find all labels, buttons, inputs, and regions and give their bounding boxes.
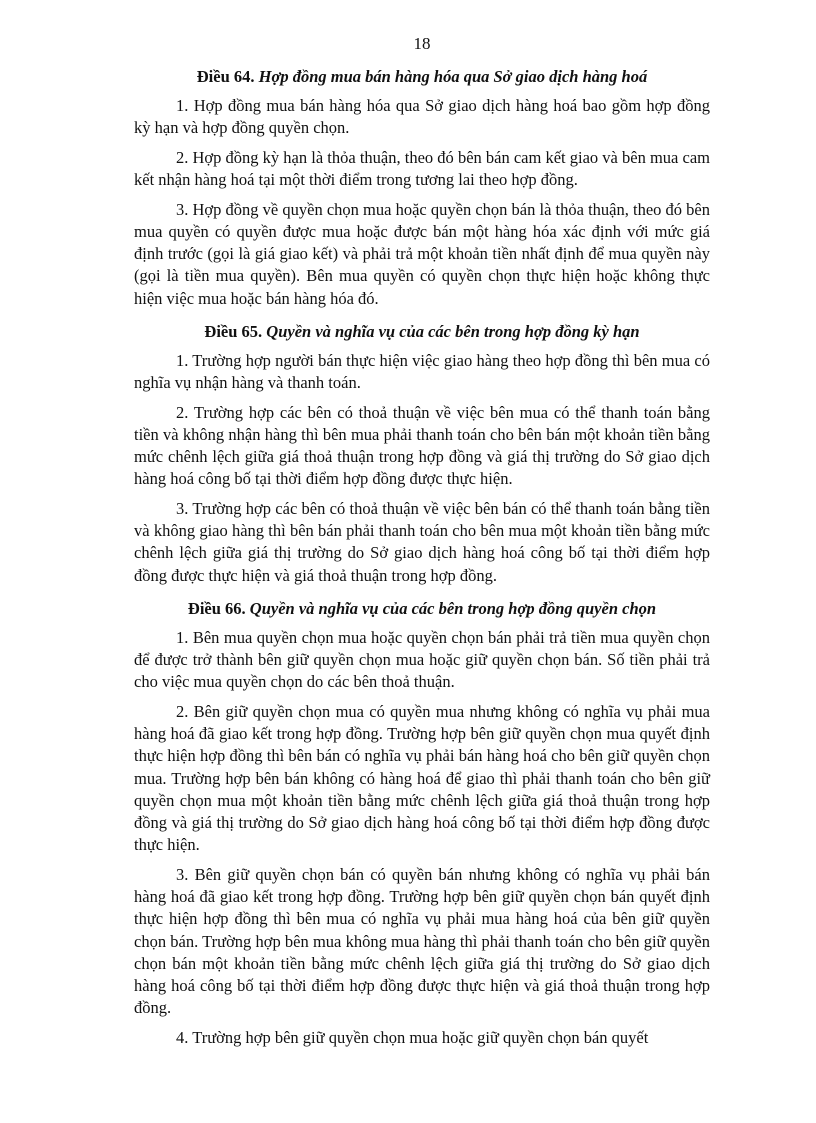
article-heading [134,321,710,343]
document-page [134,34,710,1057]
article-paragraph: 4. Trường hợp bên giữ quyền chọn mua hoặc giữ quyền chọn bán quyết [176,1027,649,1047]
page-number: 18 [413,34,431,53]
article-label: Điều 64. [196,67,255,86]
article-paragraph: 3. Trường hợp các bên có thoả thuận về việc bên bán có thể thanh toán bằng tiền và không giao hàng thì bên bán phải thanh toán cho bên mua một khoản tiền bằng mức chênh lệch giữa giá thị trường do Sở giao dịch hàng hoá công bố tại thời điểm hợp đồng được thực hiện và giá thoả thuận trong hợp đồng. [134,499,710,585]
article-64 [134,66,710,310]
article-heading [134,598,710,620]
article-paragraph: 3. Hợp đồng về quyền chọn mua hoặc quyền chọn bán là thỏa thuận, theo đó bên mua quyền có quyền được mua hoặc được bán một hàng hóa xác định với mức giá định trước (gọi là giá giao kết) và phải trả một khoản tiền nhất định để mua quyền này (gọi là tiền mua quyền). Bên mua quyền có quyền chọn thực hiện hoặc không thực hiện việc mua hoặc bán hàng hóa đó. [134,199,710,308]
article-title: Quyền và nghĩa vụ của các bên trong hợp đồng kỳ hạn [266,321,640,341]
article-label: Điều 65. [204,321,263,341]
article-paragraph: 1. Trường hợp người bán thực hiện việc giao hàng theo hợp đồng thì bên mua có nghĩa vụ nhận hàng và thanh toán. [134,350,710,393]
article-paragraph: 1. Hợp đồng mua bán hàng hóa qua Sở giao dịch hàng hoá bao gồm hợp đồng kỳ hạn và hợp đồng quyền chọn. [134,96,710,138]
article-label: Điều 66. [187,598,246,618]
article-paragraph: 2. Trường hợp các bên có thoả thuận về việc bên mua có thể thanh toán bằng tiền và không nhận hàng thì bên mua phải thanh toán cho bên bán một khoản tiền bằng mức chênh lệch giữa giá thoả thuận trong hợp đồng và giá thị trường do Sở giao dịch hàng hoá công bố tại thời điểm hợp đồng được thực hiện. [134,402,710,489]
article-title: Quyền và nghĩa vụ của các bên trong hợp đồng quyền chọn [249,598,657,618]
article-paragraph: 2. Hợp đồng kỳ hạn là thỏa thuận, theo đó bên bán cam kết giao và bên mua cam kết nhận hàng hoá tại một thời điểm trong tương lai theo hợp đồng. [134,147,710,190]
article-paragraph: 2. Bên giữ quyền chọn mua có quyền mua nhưng không có nghĩa vụ phải mua hàng hoá đã giao kết trong hợp đồng. Trường hợp bên giữ quyền chọn mua quyết định thực hiện hợp đồng thì bên bán có nghĩa vụ phải bán hàng hoá cho bên giữ quyền chọn mua. Trường hợp bên bán không có hàng hoá để giao thì phải thanh toán cho bên giữ quyền chọn mua một khoản tiền bằng mức chênh lệch giữa giá thoả thuận trong hợp đồng và giá thị trường do Sở giao dịch hàng hoá công bố tại thời điểm hợp đồng được thực hiện. [134,701,710,855]
article-title: Hợp đồng mua bán hàng hóa qua Sở giao dịch hàng hoá [258,67,648,86]
article-65 [134,321,710,587]
article-66 [134,598,710,1049]
article-heading [134,66,710,88]
article-paragraph: 1. Bên mua quyền chọn mua hoặc quyền chọn bán phải trả tiền mua quyền chọn để được trở thành bên giữ quyền chọn mua hoặc giữ quyền chọn bán. Số tiền phải trả cho việc mua quyền chọn do các bên thoả thuận. [134,627,710,692]
article-paragraph: 3. Bên giữ quyền chọn bán có quyền bán nhưng không có nghĩa vụ phải bán hàng hoá đã giao kết trong hợp đồng. Trường hợp bên giữ quyền chọn bán quyết định thực hiện hợp đồng thì bên mua có nghĩa vụ phải mua hàng hoá của bên giữ quyền chọn bán. Trường hợp bên mua không mua hàng thì phải thanh toán cho bên giữ quyền chọn bán một khoản tiền bằng mức chênh lệch giữa giá thị trường do Sở giao dịch hàng hoá công bố tại thời điểm hợp đồng được thực hiện và giá thoả thuận trong hợp đồng. [134,864,710,1018]
